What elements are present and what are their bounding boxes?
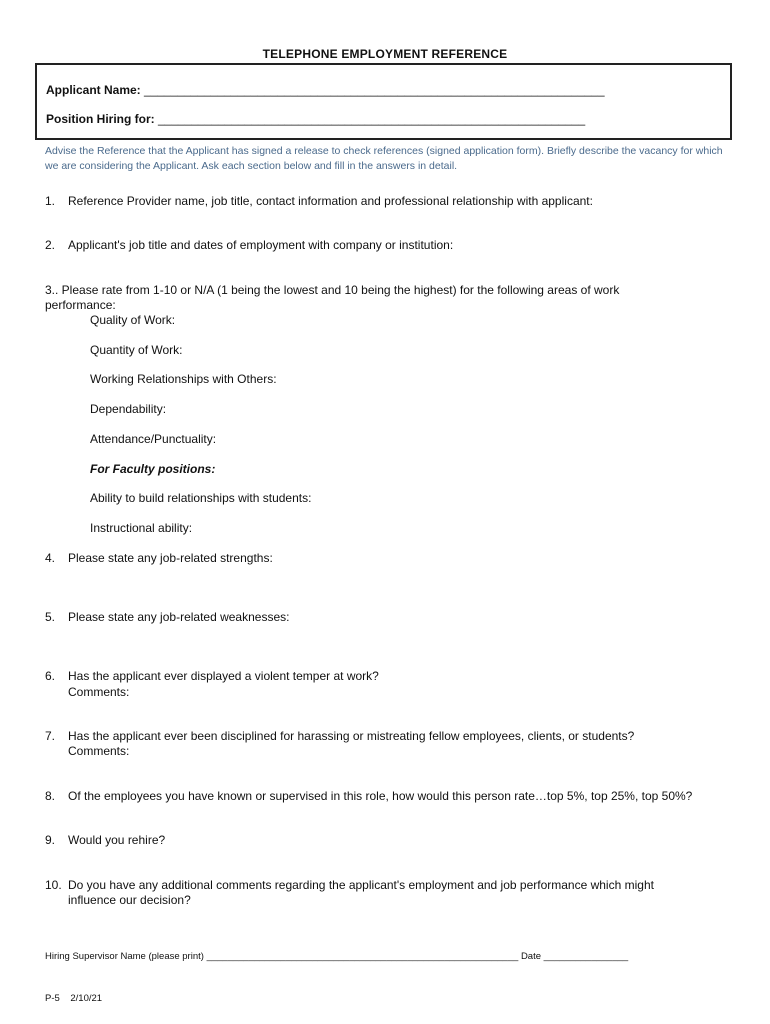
- form-title: TELEPHONE EMPLOYMENT REFERENCE: [262, 47, 508, 61]
- applicant-name-field[interactable]: _____________________________________________________________________: [144, 83, 605, 97]
- question-number: 9.: [45, 833, 56, 847]
- rating-quality-of-work: Quality of Work:: [90, 313, 176, 327]
- question-text: Please state any job-related strengths:: [68, 551, 273, 565]
- question-7-comments: Comments:: [68, 744, 130, 758]
- advise-instructions: Advise the Reference that the Applicant has signed a release to check references (signed application form). Briefly describe the vacancy for which we are considering the Applicant. Ask each section below and fill in the answers in detail.: [45, 145, 723, 172]
- question-10-line2: influence our decision?: [68, 893, 191, 907]
- date-field[interactable]: ________________: [543, 951, 629, 962]
- position-row: [46, 112, 585, 126]
- question-text: Of the employees you have known or supervised in this role, how would this person rate…top 5%, top 25%, top 50%?: [68, 789, 693, 803]
- rating-dependability: Dependability:: [90, 402, 167, 416]
- question-text: Has the applicant ever been disciplined for harassing or mistreating fellow employees, clients, or students?: [68, 729, 635, 743]
- question-number: 10.: [45, 878, 62, 892]
- question-3-line2: performance:: [45, 298, 116, 312]
- supervisor-name-field[interactable]: ___________________________________________________________: [206, 951, 519, 962]
- question-text: Reference Provider name, job title, contact information and professional relationship with applicant:: [68, 194, 593, 208]
- rating-working-relationships: Working Relationships with Others:: [90, 372, 277, 386]
- question-3-line1: 3.. Please rate from 1-10 or N/A (1 being the lowest and 10 being the highest) for the following areas of work: [45, 283, 620, 297]
- question-text: Applicant's job title and dates of employment with company or institution:: [68, 238, 454, 252]
- position-label: Position Hiring for:: [46, 112, 155, 126]
- rating-quantity-of-work: Quantity of Work:: [90, 343, 183, 357]
- supervisor-name-label: Hiring Supervisor Name (please print): [45, 951, 204, 962]
- question-number: 2.: [45, 238, 56, 252]
- question-text: Please state any job-related weaknesses:: [68, 610, 290, 624]
- faculty-positions-heading: For Faculty positions:: [90, 462, 216, 476]
- question-number: 1.: [45, 194, 56, 208]
- rating-attendance: Attendance/Punctuality:: [90, 432, 217, 446]
- question-number: 8.: [45, 789, 56, 803]
- question-number: 7.: [45, 729, 56, 743]
- applicant-info-box: [35, 63, 732, 140]
- question-number: 6.: [45, 669, 56, 683]
- applicant-name-row: [46, 83, 605, 97]
- signature-row: [45, 951, 628, 962]
- form-id: P-5: [45, 993, 60, 1004]
- question-number: 4.: [45, 551, 56, 565]
- question-text: Would you rehire?: [68, 833, 166, 847]
- position-field[interactable]: ________________________________________________________________: [158, 112, 586, 126]
- question-text: Has the applicant ever displayed a violent temper at work?: [68, 669, 379, 683]
- question-6-comments: Comments:: [68, 685, 130, 699]
- question-text: Do you have any additional comments regarding the applicant's employment and job performance which might: [68, 878, 654, 892]
- form-footer: [45, 993, 102, 1004]
- rating-student-relationships: Ability to build relationships with students:: [90, 491, 312, 505]
- rating-instructional-ability: Instructional ability:: [90, 521, 193, 535]
- applicant-name-label: Applicant Name:: [46, 83, 141, 97]
- date-label: Date: [520, 951, 542, 962]
- form-revision-date: 2/10/21: [70, 993, 103, 1004]
- question-number: 5.: [45, 610, 56, 624]
